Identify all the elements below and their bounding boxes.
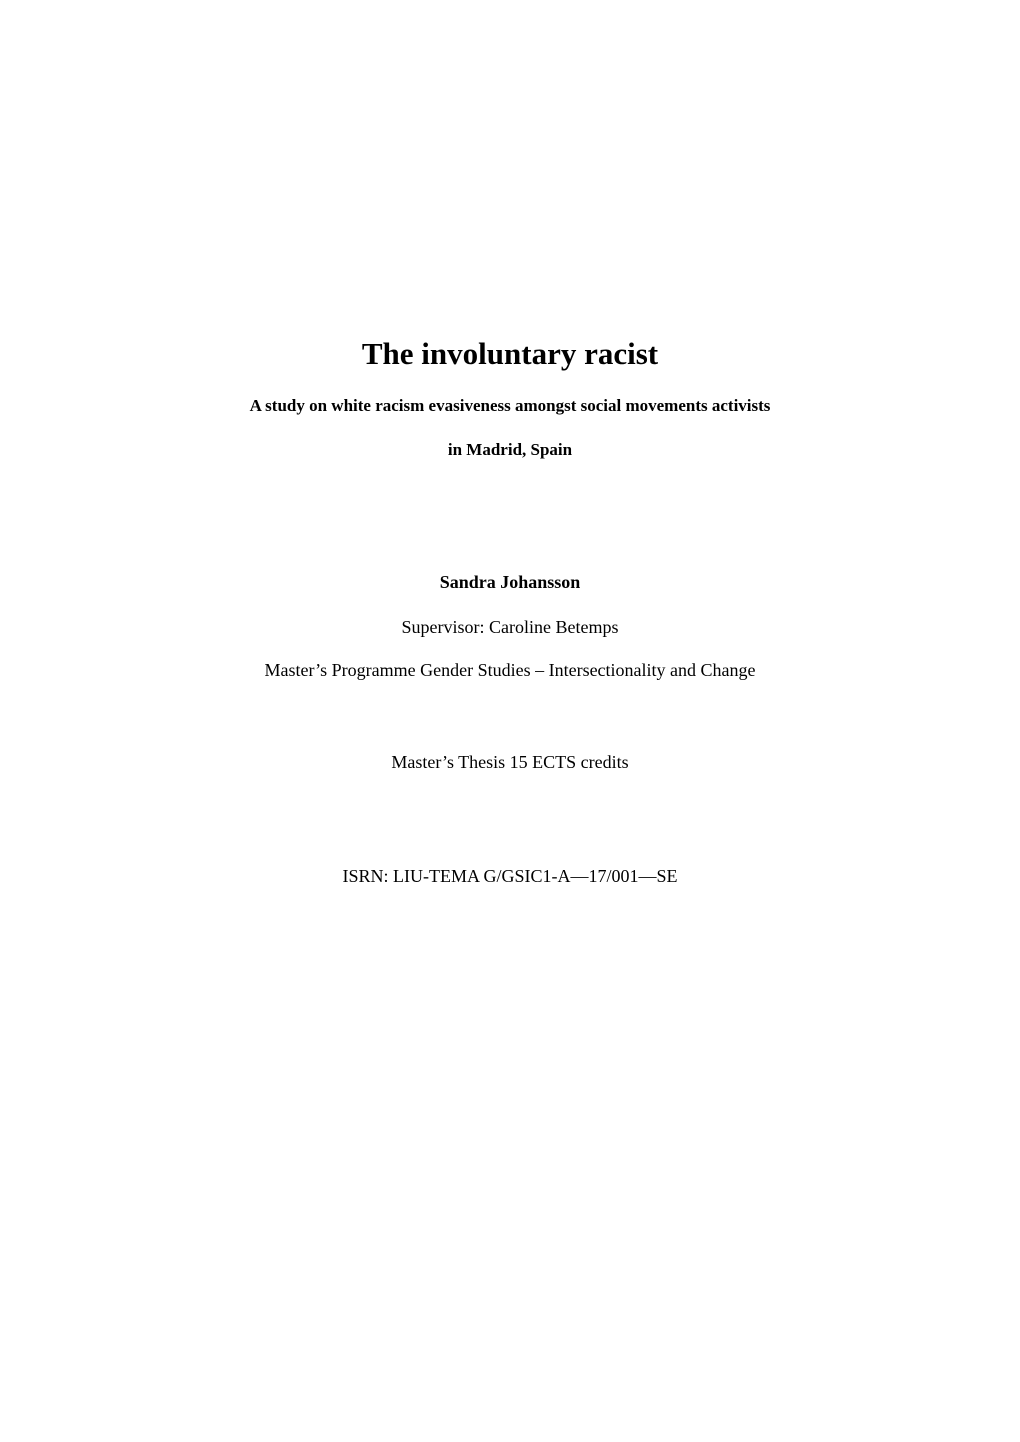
document-subtitle-location: in Madrid, Spain bbox=[447, 440, 573, 459]
programme-line: Master’s Programme Gender Studies – Intersectionality and Change bbox=[264, 660, 756, 680]
isrn-line: ISRN: LIU-TEMA G/GSIC1-A—17/001—SE bbox=[342, 866, 678, 886]
document-title: The involuntary racist bbox=[361, 336, 659, 371]
thesis-type-line: Master’s Thesis 15 ECTS credits bbox=[391, 752, 629, 772]
author-name: Sandra Johansson bbox=[439, 572, 581, 592]
supervisor-line: Supervisor: Caroline Betemps bbox=[401, 617, 619, 637]
document-subtitle: A study on white racism evasiveness amongst social movements activists bbox=[249, 396, 771, 415]
